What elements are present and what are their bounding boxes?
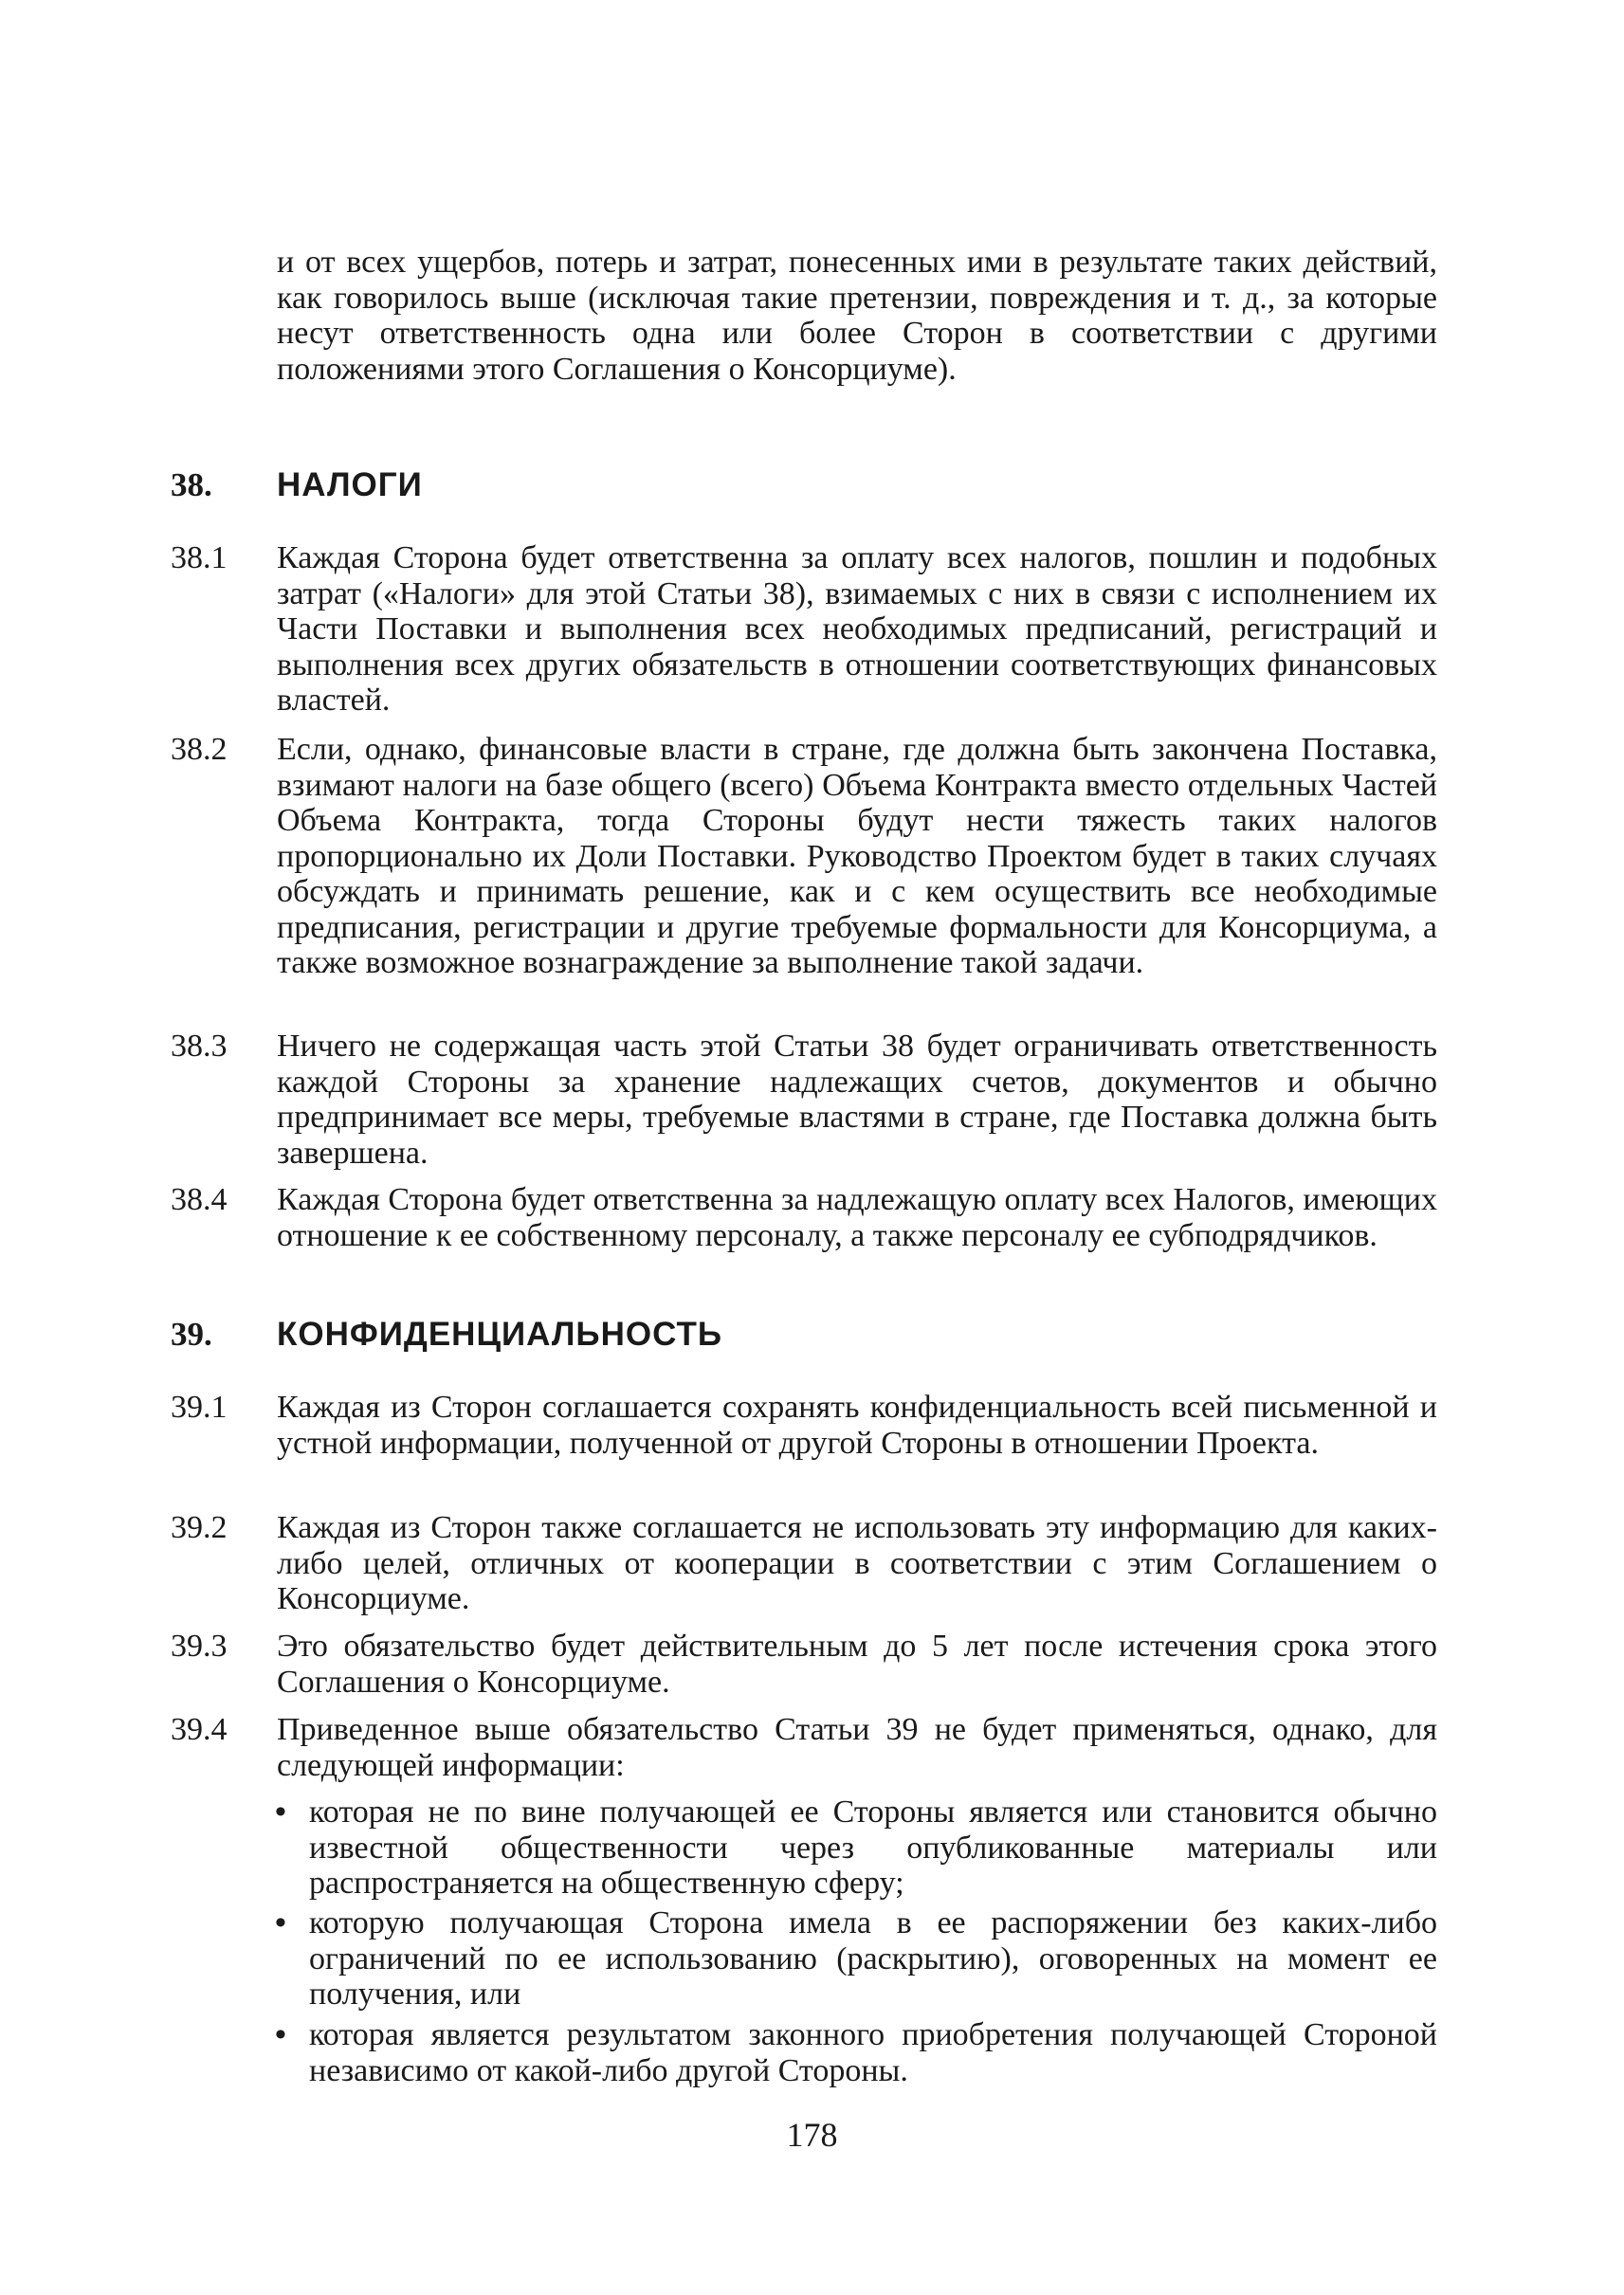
item-38-1-number: 38.1: [171, 540, 228, 575]
bullet-text: которую получающая Сторона имела в ее распоряжении без каких-либо ограничений по ее использованию (раскрытию), оговоренных на момент ее получения, или: [309, 1905, 1437, 2012]
list-item: [275, 2017, 1437, 2088]
item-38-3-text: Ничего не содержащая часть этой Статьи 38 будет ограничивать ответственность каждой Стороны за хранение надлежащих счетов, документов и обычно предпринимает все меры, требуемые властями в стране, где Поставка должна быть завершена.: [277, 1029, 1437, 1171]
item-39-1-text: Каждая из Сторон соглашается сохранять конфиденциальность всей письменной и устной информации, полученной от другой Стороны в отношении Проекта.: [277, 1390, 1437, 1461]
bullet-text: которая не по вине получающей ее Стороны является или становится обычно известной общественности через опубликованные материалы или распространяется на общественную сферу;: [309, 1794, 1437, 1901]
item-39-3-number: 39.3: [171, 1629, 228, 1664]
list-item: [275, 1794, 1437, 1902]
bullet-text: которая является результатом законного приобретения получающей Стороной независимо от какой-либо другой Стороны.: [309, 2017, 1437, 2088]
bullet-icon: •: [275, 2017, 286, 2052]
item-38-1-text: Каждая Сторона будет ответственна за оплату всех налогов, пошлин и подобных затрат («Налоги» для этой Статьи 38), взимаемых с них в связи с исполнением их Части Поставки и выполнения всех необходимых предписаний, регистраций и выполнения всех других обязательств в отношении соответствующих финансовых властей.: [277, 540, 1437, 718]
section-38-number: 38.: [171, 466, 212, 503]
item-38-4-text: Каждая Сторона будет ответственна за надлежащую оплату всех Налогов, имеющих отношение к ее собственному персоналу, а также персоналу ее субподрядчиков.: [277, 1182, 1437, 1253]
intro-paragraph: и от всех ущербов, потерь и затрат, понесенных ими в результате таких действий, как говорилось выше (исключая такие претензии, повреждения и т. д., за которые несут ответственность одна или более Сторон в соответствии с другими положениями этого Соглашения о Консорциуме).: [277, 245, 1437, 387]
item-38-4-number: 38.4: [171, 1182, 228, 1217]
bullet-icon: •: [275, 1905, 286, 1940]
item-38-2-number: 38.2: [171, 732, 228, 767]
item-38-3-number: 38.3: [171, 1029, 228, 1064]
list-item: [275, 1905, 1437, 2013]
bullet-icon: •: [275, 1794, 286, 1830]
page-number: 178: [786, 2116, 838, 2154]
section-39-title: КОНФИДЕНЦИАЛЬНОСТЬ: [277, 1316, 723, 1353]
item-39-4-number: 39.4: [171, 1712, 228, 1747]
item-39-3-text: Это обязательство будет действительным до 5 лет после истечения срока этого Соглашения о Консорциуме.: [277, 1629, 1437, 1700]
item-39-2-text: Каждая из Сторон также соглашается не использовать эту информацию для каких-либо целей, отличных от кооперации в соответствии с этим Соглашением о Консорциуме.: [277, 1510, 1437, 1616]
section-38-title: НАЛОГИ: [277, 466, 423, 503]
item-39-4-text: Приведенное выше обязательство Статьи 39 не будет применяться, однако, для следующей информации:: [277, 1712, 1437, 1783]
item-39-2-number: 39.2: [171, 1510, 228, 1545]
section-39-number: 39.: [171, 1316, 212, 1353]
item-39-1-number: 39.1: [171, 1390, 228, 1425]
item-38-2-text: Если, однако, финансовые власти в стране, где должна быть закончена Поставка, взимают налоги на базе общего (всего) Объема Контракта вместо отдельных Частей Объема Контракта, тогда Стороны будут нести тяжесть таких налогов пропорционально их Доли Поставки. Руководство Проектом будет в таких случаях обсуждать и принимать решение, как и с кем осуществить все необходимые предписания, регистрации и другие требуемые формальности для Консорциума, а также возможное вознаграждение за выполнение такой задачи.: [277, 732, 1437, 980]
